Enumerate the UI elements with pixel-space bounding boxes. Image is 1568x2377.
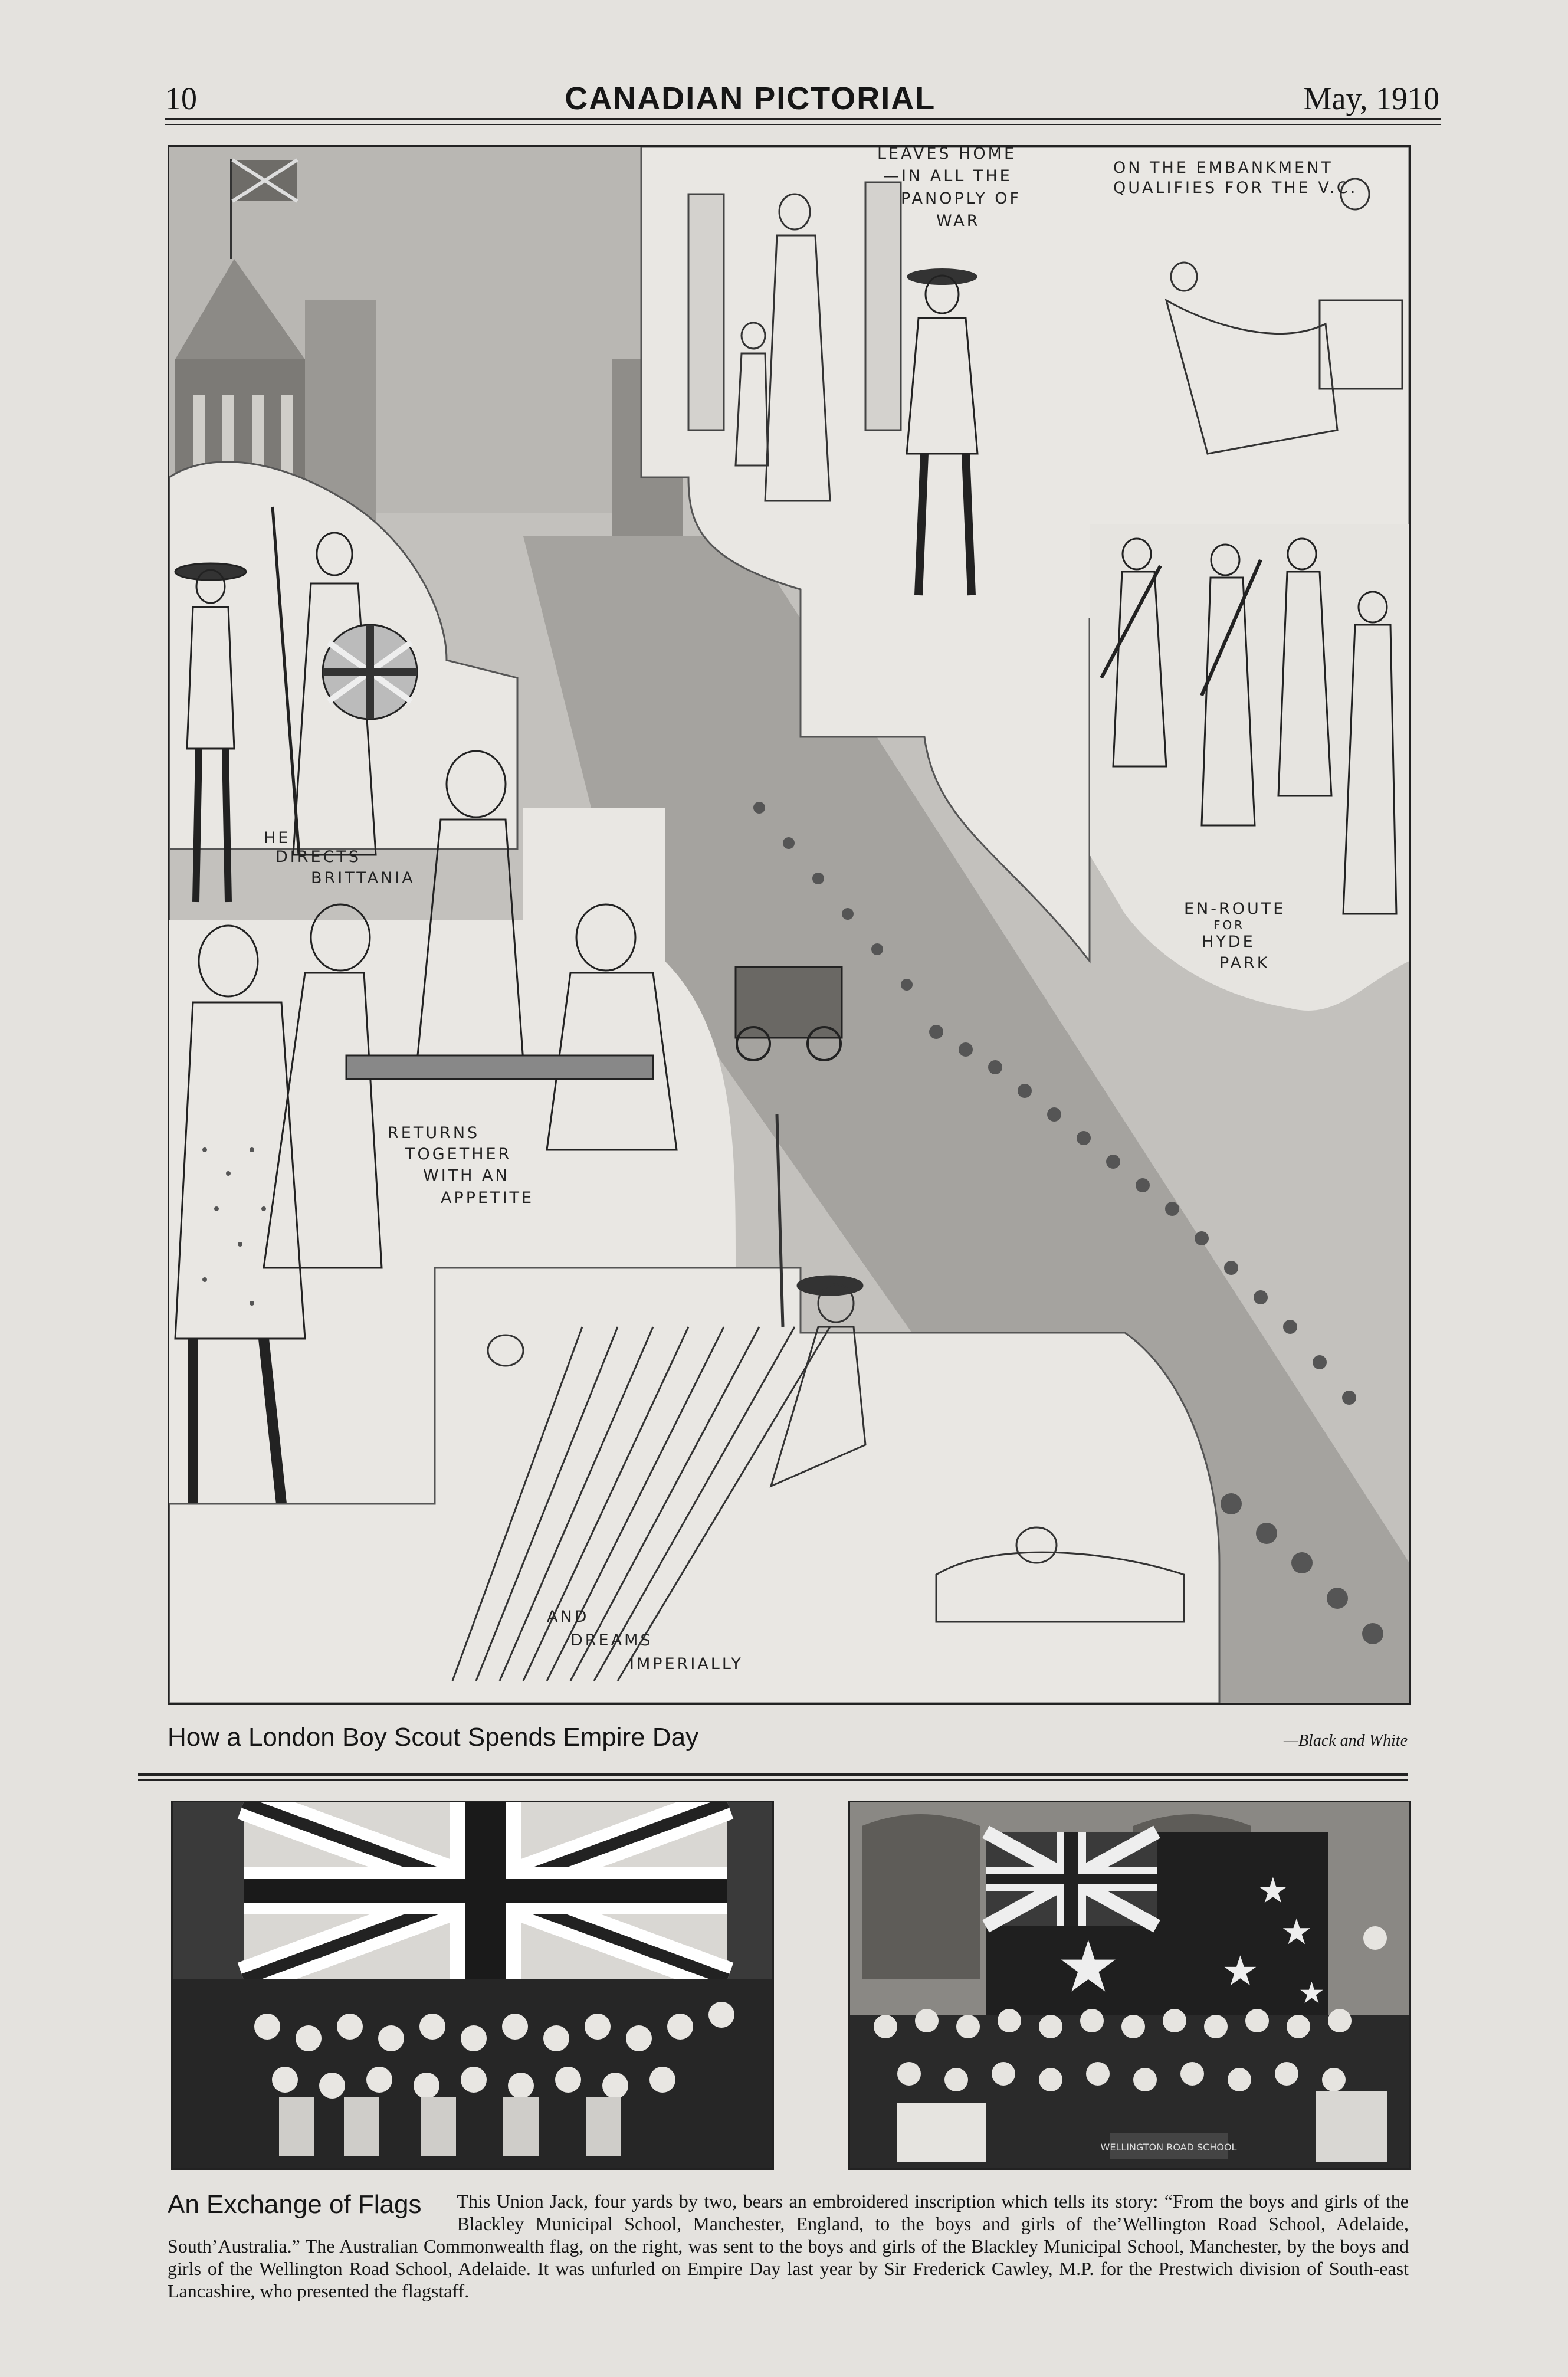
- right-photo-banner-text: WELLINGTON ROAD SCHOOL: [1100, 2142, 1237, 2153]
- caption-en-route-3: HYDE: [1202, 933, 1255, 951]
- header-rule: [165, 118, 1441, 125]
- australian-flag-photo: [848, 1801, 1411, 2170]
- section-rule: [138, 1773, 1408, 1781]
- page-header: [165, 70, 1439, 117]
- caption-leaves-home-3: PANOPLY OF: [901, 189, 1022, 208]
- svg-text:★: ★: [1257, 1870, 1289, 1912]
- union-jack-photo: [171, 1801, 774, 2170]
- main-illustration: [168, 145, 1411, 1705]
- exchange-article: [168, 2190, 1409, 2302]
- illustration-credit: —Black and White: [1284, 1732, 1408, 1750]
- exchange-body: This Union Jack, four yards by two, bears an embroidered inscription which tells its story: “From the boys and girls of the Blackley Municipal School, Manchester, England, to the boys and girls of the’Wellington Road School, Adelaide, South’Australia.” The Australian Commonwealth flag, on the right, was sent to the boys and girls of the Blackley Municipal School, Manchester, by the boys and girls of the Wellington Road School, Adelaide. It was unfurled on Empire Day last year by Sir Frederick Cawley, M.P. for the Prestwich division of South-east Lancashire, who presented the flagstaff.: [168, 2191, 1409, 2301]
- australian-flag-photo-image: [850, 1802, 1409, 2168]
- caption-returns-1: RETURNS: [388, 1124, 480, 1142]
- caption-en-route-2: FOR: [1213, 918, 1245, 932]
- svg-text:★: ★: [1057, 1926, 1120, 2008]
- caption-en-route-4: PARK: [1219, 954, 1270, 972]
- caption-returns-2: TOGETHER: [405, 1145, 512, 1163]
- exchange-title: An Exchange of Flags: [168, 2190, 422, 2219]
- issue-date: May, 1910: [1303, 81, 1439, 116]
- caption-dreams-2: DREAMS: [570, 1631, 653, 1650]
- caption-en-route-1: EN-ROUTE: [1184, 900, 1286, 918]
- caption-dreams-1: AND: [547, 1608, 589, 1626]
- illustration-drawing: [169, 147, 1409, 1703]
- caption-directs-2: DIRECTS: [275, 848, 362, 866]
- caption-embankment-2: QUALIFIES FOR THE V.C.: [1113, 179, 1358, 197]
- caption-returns-3: WITH AN: [423, 1166, 510, 1185]
- caption-returns-4: APPETITE: [441, 1189, 534, 1207]
- caption-directs-3: BRITTANIA: [311, 869, 415, 887]
- svg-text:★: ★: [1222, 1947, 1259, 1995]
- page-number: 10: [165, 81, 197, 116]
- caption-leaves-home-2: —IN ALL THE: [883, 167, 1012, 185]
- illustration-caption-title: How a London Boy Scout Spends Empire Day: [168, 1723, 699, 1752]
- caption-embankment-1: ON THE EMBANKMENT: [1113, 159, 1333, 177]
- illustration-caption: [168, 1723, 1408, 1752]
- union-jack-photo-image: [173, 1802, 772, 2168]
- svg-text:★: ★: [1281, 1912, 1313, 1953]
- caption-dreams-3: IMPERIALLY: [629, 1655, 743, 1673]
- publication-title: CANADIAN PICTORIAL: [565, 81, 936, 116]
- caption-directs-1: HE: [264, 829, 291, 847]
- caption-leaves-home-1: LEAVES HOME: [877, 147, 1017, 163]
- caption-leaves-home-4: WAR: [936, 212, 980, 230]
- svg-text:★: ★: [1298, 1976, 1325, 2010]
